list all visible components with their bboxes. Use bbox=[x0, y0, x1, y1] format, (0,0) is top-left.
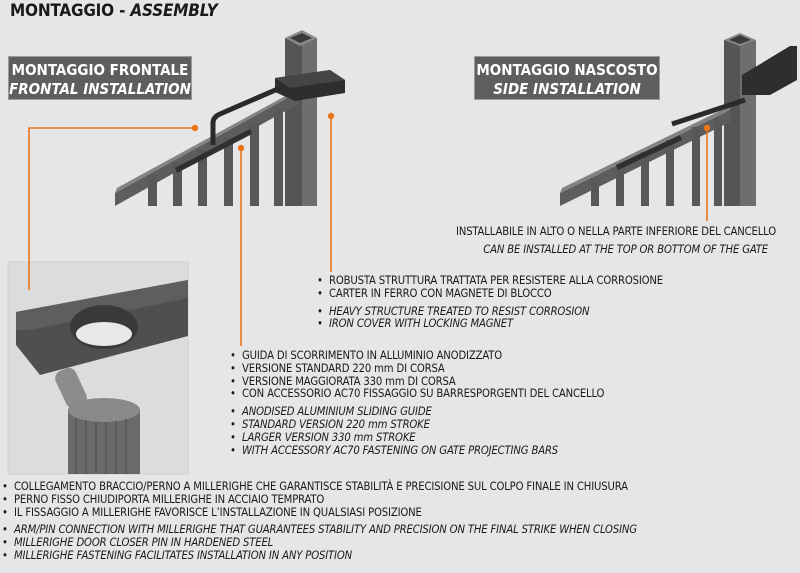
title-sub: ASSEMBLY bbox=[130, 1, 218, 21]
callout-dot bbox=[192, 125, 198, 131]
pin-features bbox=[0, 481, 637, 563]
callout-dot bbox=[238, 145, 244, 151]
feature-item: • VERSIONE MAGGIORATA 330 mm DI CORSA bbox=[228, 376, 604, 389]
feature-item: • ROBUSTA STRUTTURA TRATTATA PER RESISTERE ALLA CORROSIONE bbox=[315, 275, 663, 288]
frontal-label-en: FRONTAL INSTALLATION bbox=[9, 80, 191, 98]
side-label-en: SIDE INSTALLATION bbox=[493, 80, 641, 98]
guide-features bbox=[228, 350, 604, 457]
side-note-it: INSTALLABILE IN ALTO O NELLA PARTE INFERIORE DEL CANCELLO bbox=[456, 225, 776, 238]
feature-item: • GUIDA DI SCORRIMENTO IN ALLUMINIO ANODIZZATO bbox=[228, 350, 604, 363]
callout-dot bbox=[328, 113, 334, 119]
feature-item: • STANDARD VERSION 220 mm STROKE bbox=[228, 419, 604, 432]
feature-item: • CON ACCESSORIO AC70 FISSAGGIO SU BARRESPORGENTI DEL CANCELLO bbox=[228, 388, 604, 401]
side-note-en: CAN BE INSTALLED AT THE TOP OR BOTTOM OF THE GATE bbox=[483, 243, 768, 256]
feature-item: • CARTER IN FERRO CON MAGNETE DI BLOCCO bbox=[315, 288, 663, 301]
pin-detail-illustration bbox=[8, 262, 188, 474]
feature-item: • PERNO FISSO CHIUDIPORTA MILLERIGHE IN ACCIAIO TEMPRATO bbox=[0, 494, 637, 507]
feature-item: • IRON COVER WITH LOCKING MAGNET bbox=[315, 318, 663, 331]
feature-item: • COLLEGAMENTO BRACCIO/PERNO A MILLERIGHE CHE GARANTISCE STABILITÀ E PRECISIONE SUL COLPO FINALE IN CHIUSURA bbox=[0, 481, 637, 494]
feature-item: • ANODISED ALUMINIUM SLIDING GUIDE bbox=[228, 406, 604, 419]
feature-item: • VERSIONE STANDARD 220 mm DI CORSA bbox=[228, 363, 604, 376]
side-label-it: MONTAGGIO NASCOSTO bbox=[476, 61, 658, 79]
feature-item: • WITH ACCESSORY AC70 FASTENING ON GATE PROJECTING BARS bbox=[228, 445, 604, 458]
side-installation-label bbox=[474, 56, 660, 100]
feature-item: • HEAVY STRUCTURE TREATED TO RESIST CORROSION bbox=[315, 306, 663, 319]
feature-item: • LARGER VERSION 330 mm STROKE bbox=[228, 432, 604, 445]
callout-dot bbox=[704, 125, 710, 131]
frontal-installation-label bbox=[8, 56, 192, 100]
side-installation-note bbox=[456, 223, 776, 259]
feature-item: • ARM/PIN CONNECTION WITH MILLERIGHE THAT GUARANTEES STABILITY AND PRECISION ON THE FINAL STRIKE WHEN CLOSING bbox=[0, 524, 637, 537]
feature-item: • IL FISSAGGIO A MILLERIGHE FAVORISCE L’INSTALLAZIONE IN QUALSIASI POSIZIONE bbox=[0, 507, 637, 520]
page-title bbox=[10, 1, 218, 21]
title-main: MONTAGGIO - bbox=[10, 1, 131, 21]
structure-features bbox=[315, 275, 663, 331]
feature-item: • MILLERIGHE FASTENING FACILITATES INSTALLATION IN ANY POSITION bbox=[0, 550, 637, 563]
feature-item: • MILLERIGHE DOOR CLOSER PIN IN HARDENED STEEL bbox=[0, 537, 637, 550]
frontal-label-it: MONTAGGIO FRONTALE bbox=[11, 61, 189, 79]
